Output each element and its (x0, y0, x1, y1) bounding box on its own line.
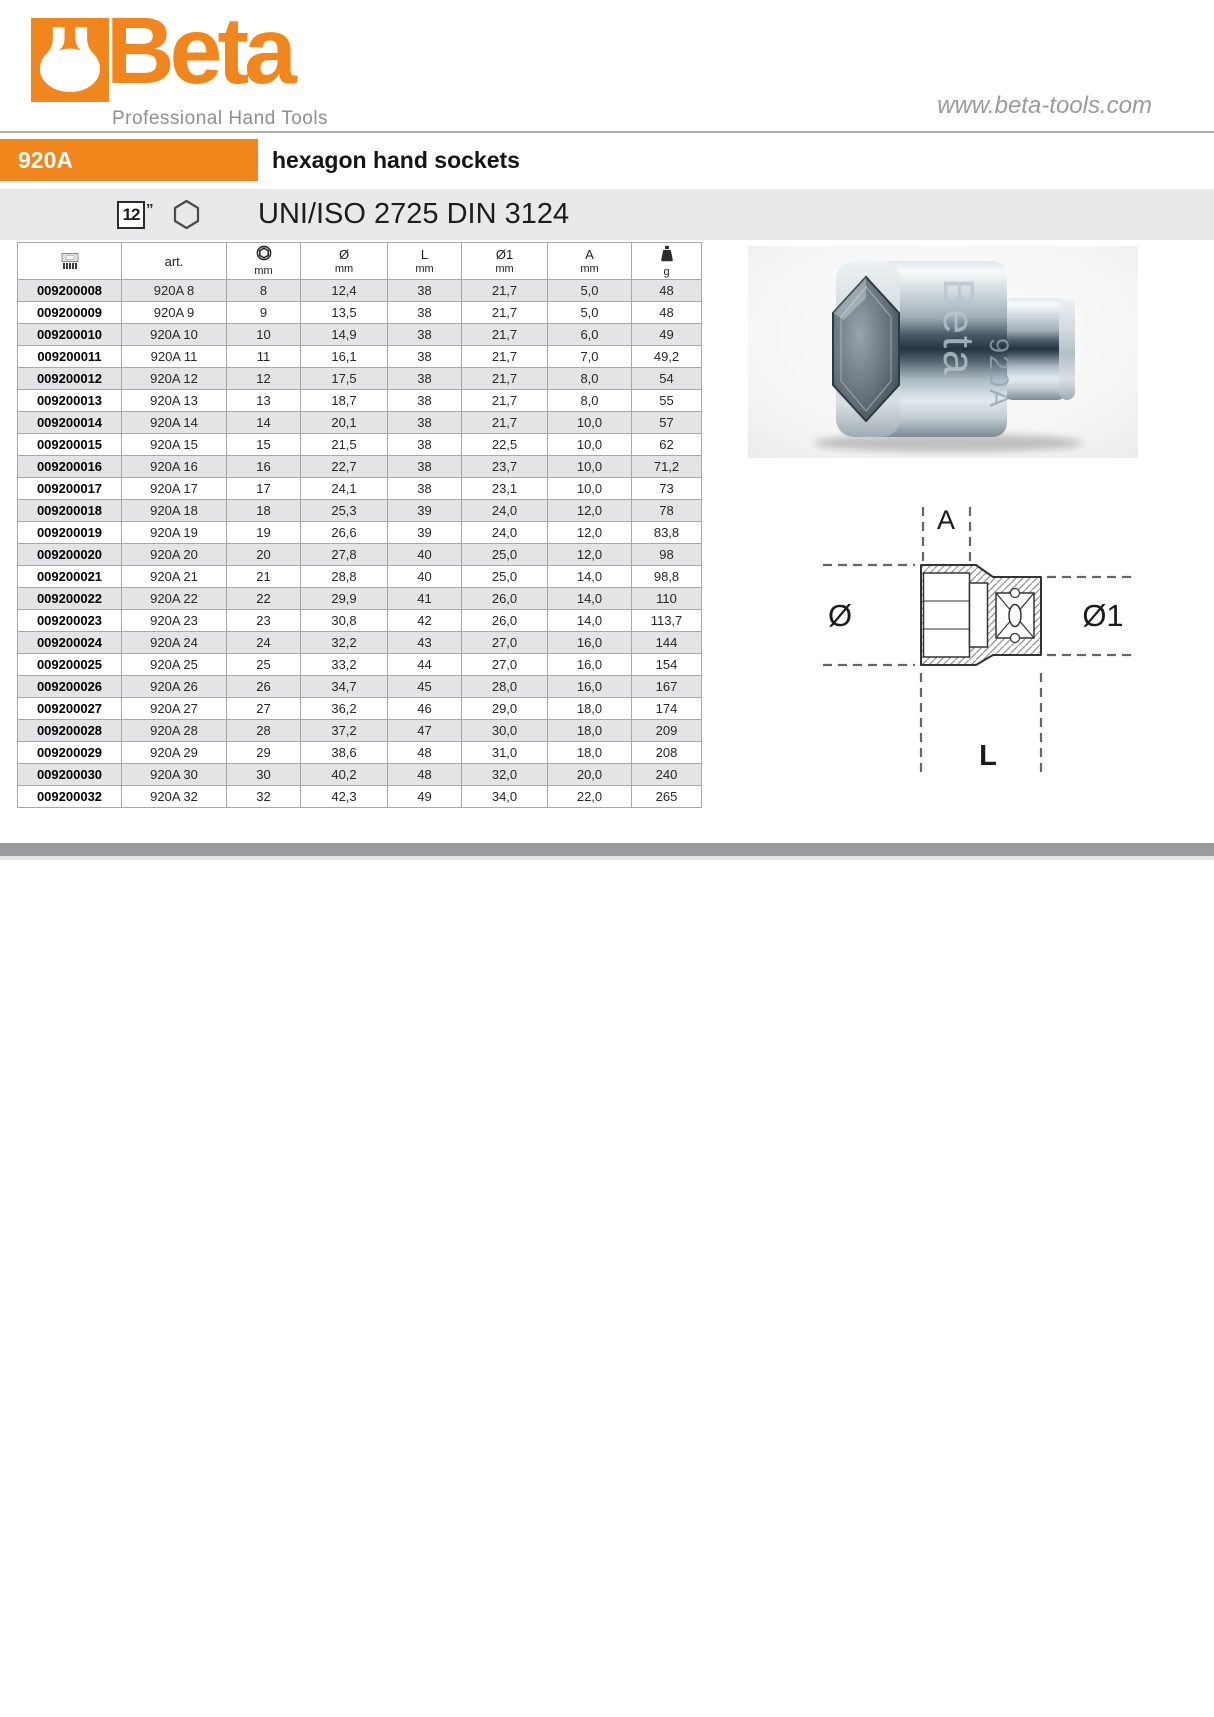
table-row (18, 434, 702, 456)
table-cell: 20 (227, 544, 301, 566)
table-cell: 11 (227, 346, 301, 368)
table-cell: 27,0 (462, 632, 548, 654)
table-cell: 009200016 (18, 456, 122, 478)
drive-size-label: 12 (117, 201, 145, 229)
table-row (18, 588, 702, 610)
table-cell: 28 (227, 720, 301, 742)
table-cell: 12,0 (548, 544, 632, 566)
table-cell: 98,8 (632, 566, 702, 588)
table-cell: 009200028 (18, 720, 122, 742)
table-cell: 38 (388, 390, 462, 412)
table-cell: 30,8 (301, 610, 388, 632)
table-cell: 21,7 (462, 280, 548, 302)
table-cell: 18,7 (301, 390, 388, 412)
table-cell: 12,0 (548, 522, 632, 544)
table-cell: 920A 29 (122, 742, 227, 764)
table-cell: 14,0 (548, 566, 632, 588)
table-cell: 31,0 (462, 742, 548, 764)
table-cell: 38 (388, 280, 462, 302)
table-cell: 24 (227, 632, 301, 654)
table-cell: 30,0 (462, 720, 548, 742)
table-cell: 40,2 (301, 764, 388, 786)
table-cell: 8,0 (548, 390, 632, 412)
brand-wordmark: Beta (106, 0, 292, 104)
table-cell: 45 (388, 676, 462, 698)
table-cell: 009200032 (18, 786, 122, 808)
model-code: 920A (18, 147, 73, 173)
table-cell: 49 (388, 786, 462, 808)
table-cell: 71,2 (632, 456, 702, 478)
table-row (18, 478, 702, 500)
table-cell: 12 (227, 368, 301, 390)
table-row (18, 698, 702, 720)
table-cell: 39 (388, 500, 462, 522)
table-cell: 009200026 (18, 676, 122, 698)
table-row (18, 324, 702, 346)
table-cell: 13,5 (301, 302, 388, 324)
table-cell: 57 (632, 412, 702, 434)
col-header-length: L mm (388, 243, 462, 280)
table-cell: 920A 10 (122, 324, 227, 346)
table-cell: 920A 32 (122, 786, 227, 808)
table-cell: 34,0 (462, 786, 548, 808)
table-cell: 48 (388, 742, 462, 764)
table-cell: 009200022 (18, 588, 122, 610)
product-photo (748, 246, 1138, 458)
table-cell: 21 (227, 566, 301, 588)
table-header-row (18, 243, 702, 280)
table-row (18, 390, 702, 412)
table-cell: 38,6 (301, 742, 388, 764)
table-cell: 38 (388, 412, 462, 434)
table-cell: 38 (388, 478, 462, 500)
spec-table (17, 242, 702, 808)
table-cell: 18,0 (548, 742, 632, 764)
table-cell: 920A 26 (122, 676, 227, 698)
table-cell: 009200020 (18, 544, 122, 566)
table-cell: 38 (388, 434, 462, 456)
table-row (18, 676, 702, 698)
col-header-art: art. (122, 243, 227, 280)
table-cell: 25 (227, 654, 301, 676)
table-cell: 12,4 (301, 280, 388, 302)
table-cell: 73 (632, 478, 702, 500)
table-cell: 25,0 (462, 544, 548, 566)
table-row (18, 654, 702, 676)
table-cell: 30 (227, 764, 301, 786)
table-cell: 16 (227, 456, 301, 478)
table-cell: 14 (227, 412, 301, 434)
table-cell: 009200011 (18, 346, 122, 368)
recess-transition (970, 583, 988, 647)
table-row (18, 456, 702, 478)
table-cell: 10 (227, 324, 301, 346)
table-body (18, 280, 702, 808)
table-cell: 17 (227, 478, 301, 500)
table-row (18, 544, 702, 566)
table-cell: 920A 23 (122, 610, 227, 632)
table-cell: 920A 27 (122, 698, 227, 720)
table-cell: 29 (227, 742, 301, 764)
table-cell: 920A 18 (122, 500, 227, 522)
table-cell: 32 (227, 786, 301, 808)
table-cell: 49 (632, 324, 702, 346)
table-cell: 36,2 (301, 698, 388, 720)
table-cell: 27 (227, 698, 301, 720)
brand-tagline: Professional Hand Tools (112, 108, 329, 129)
table-cell: 49,2 (632, 346, 702, 368)
table-cell: 009200019 (18, 522, 122, 544)
table-cell: 10,0 (548, 412, 632, 434)
table-cell: 14,9 (301, 324, 388, 346)
col-header-a: A mm (548, 243, 632, 280)
table-cell: 920A 14 (122, 412, 227, 434)
col-header-outer-diameter: Ø mm (301, 243, 388, 280)
table-cell: 55 (632, 390, 702, 412)
dim-label-diameter1: Ø1 (1082, 598, 1124, 633)
table-cell: 21,7 (462, 390, 548, 412)
table-cell: 920A 30 (122, 764, 227, 786)
table-cell: 14,0 (548, 588, 632, 610)
table-cell: 62 (632, 434, 702, 456)
table-cell: 6,0 (548, 324, 632, 346)
table-cell: 16,1 (301, 346, 388, 368)
table-cell: 009200025 (18, 654, 122, 676)
table-cell: 38 (388, 302, 462, 324)
table-cell: 37,2 (301, 720, 388, 742)
table-cell: 24,1 (301, 478, 388, 500)
table-cell: 42,3 (301, 786, 388, 808)
table-cell: 18 (227, 500, 301, 522)
footer-bar (0, 843, 1214, 860)
table-cell: 209 (632, 720, 702, 742)
table-cell: 5,0 (548, 302, 632, 324)
table-cell: 43 (388, 632, 462, 654)
table-cell: 19 (227, 522, 301, 544)
table-row (18, 610, 702, 632)
table-cell: 009200012 (18, 368, 122, 390)
table-cell: 009200017 (18, 478, 122, 500)
table-row (18, 522, 702, 544)
table-cell: 009200014 (18, 412, 122, 434)
table-cell: 22,5 (462, 434, 548, 456)
table-row (18, 632, 702, 654)
table-cell: 009200027 (18, 698, 122, 720)
col-header-diameter1: Ø1 mm (462, 243, 548, 280)
table-cell: 48 (632, 302, 702, 324)
table-cell: 22 (227, 588, 301, 610)
table-cell: 40 (388, 544, 462, 566)
table-row (18, 280, 702, 302)
table-row (18, 720, 702, 742)
table-cell: 48 (388, 764, 462, 786)
table-cell: 16,0 (548, 676, 632, 698)
table-cell: 42 (388, 610, 462, 632)
table-cell: 28,8 (301, 566, 388, 588)
table-cell: 26 (227, 676, 301, 698)
table-cell: 29,9 (301, 588, 388, 610)
table-cell: 009200018 (18, 500, 122, 522)
table-cell: 5,0 (548, 280, 632, 302)
wrench-icon (31, 18, 109, 102)
table-cell: 47 (388, 720, 462, 742)
table-cell: 009200024 (18, 632, 122, 654)
table-row (18, 764, 702, 786)
table-cell: 15 (227, 434, 301, 456)
table-cell: 21,5 (301, 434, 388, 456)
table-cell: 110 (632, 588, 702, 610)
table-cell: 18,0 (548, 720, 632, 742)
table-cell: 32,0 (462, 764, 548, 786)
table-cell: 78 (632, 500, 702, 522)
table-cell: 12,0 (548, 500, 632, 522)
header-divider (0, 131, 1214, 133)
table-row (18, 368, 702, 390)
table-cell: 20,1 (301, 412, 388, 434)
table-cell: 920A 11 (122, 346, 227, 368)
table-cell: 38 (388, 368, 462, 390)
table-cell: 23,7 (462, 456, 548, 478)
table-cell: 208 (632, 742, 702, 764)
table-cell: 16,0 (548, 632, 632, 654)
table-cell: 8 (227, 280, 301, 302)
table-cell: 22,0 (548, 786, 632, 808)
table-cell: 34,7 (301, 676, 388, 698)
table-cell: 20,0 (548, 764, 632, 786)
model-band (0, 139, 258, 181)
standard-band (0, 189, 1214, 240)
barcode-icon (59, 252, 81, 270)
table-cell: 920A 17 (122, 478, 227, 500)
dim-label-length: L (979, 740, 997, 772)
table-cell: 28,0 (462, 676, 548, 698)
table-row (18, 412, 702, 434)
website-url: www.beta-tools.com (937, 92, 1152, 119)
beta-logo-mark (31, 18, 109, 102)
table-cell: 10,0 (548, 478, 632, 500)
table-cell: 40 (388, 566, 462, 588)
table-row (18, 500, 702, 522)
table-cell: 27,8 (301, 544, 388, 566)
table-cell: 009200010 (18, 324, 122, 346)
hexagon-icon (173, 199, 200, 235)
table-row (18, 566, 702, 588)
table-cell: 41 (388, 588, 462, 610)
product-title: hexagon hand sockets (272, 147, 520, 173)
table-cell: 39 (388, 522, 462, 544)
table-cell: 38 (388, 346, 462, 368)
table-cell: 920A 9 (122, 302, 227, 324)
table-cell: 920A 21 (122, 566, 227, 588)
table-cell: 21,7 (462, 346, 548, 368)
table-cell: 29,0 (462, 698, 548, 720)
table-cell: 17,5 (301, 368, 388, 390)
table-cell: 46 (388, 698, 462, 720)
table-cell: 21,7 (462, 412, 548, 434)
engraving-model: 920A (984, 338, 1014, 410)
engraving-brand: Beta (934, 278, 983, 377)
table-cell: 21,7 (462, 368, 548, 390)
weight-icon (660, 245, 674, 262)
table-cell: 10,0 (548, 456, 632, 478)
table-cell: 920A 15 (122, 434, 227, 456)
table-cell: 25,0 (462, 566, 548, 588)
half-inch-drive-icon (117, 201, 154, 229)
table-cell: 154 (632, 654, 702, 676)
socket-hex-icon (256, 245, 272, 261)
table-cell: 13 (227, 390, 301, 412)
table-cell: 009200015 (18, 434, 122, 456)
table-cell: 009200013 (18, 390, 122, 412)
table-cell: 54 (632, 368, 702, 390)
table-cell: 144 (632, 632, 702, 654)
dim-label-a: A (936, 505, 956, 535)
table-cell: 920A 28 (122, 720, 227, 742)
table-cell: 920A 20 (122, 544, 227, 566)
table-cell: 44 (388, 654, 462, 676)
table-cell: 25,3 (301, 500, 388, 522)
table-cell: 48 (632, 280, 702, 302)
table-cell: 24,0 (462, 522, 548, 544)
dimension-diagram (745, 485, 1155, 785)
table-cell: 009200030 (18, 764, 122, 786)
table-cell: 7,0 (548, 346, 632, 368)
table-cell: 18,0 (548, 698, 632, 720)
table-cell: 38 (388, 456, 462, 478)
table-cell: 113,7 (632, 610, 702, 632)
table-cell: 920A 8 (122, 280, 227, 302)
table-cell: 009200008 (18, 280, 122, 302)
table-row (18, 786, 702, 808)
table-cell: 10,0 (548, 434, 632, 456)
table-cell: 009200021 (18, 566, 122, 588)
table-cell: 009200009 (18, 302, 122, 324)
table-cell: 83,8 (632, 522, 702, 544)
table-cell: 21,7 (462, 324, 548, 346)
table-cell: 920A 13 (122, 390, 227, 412)
table-cell: 21,7 (462, 302, 548, 324)
table-cell: 174 (632, 698, 702, 720)
table-cell: 26,0 (462, 610, 548, 632)
table-cell: 920A 22 (122, 588, 227, 610)
table-cell: 920A 24 (122, 632, 227, 654)
table-cell: 240 (632, 764, 702, 786)
table-row (18, 742, 702, 764)
table-cell: 920A 19 (122, 522, 227, 544)
table-cell: 26,0 (462, 588, 548, 610)
table-cell: 24,0 (462, 500, 548, 522)
table-cell: 265 (632, 786, 702, 808)
square-drive-cavity (996, 589, 1034, 643)
standard-text: UNI/ISO 2725 DIN 3124 (258, 198, 570, 230)
dim-label-diameter: Ø (827, 598, 853, 633)
table-cell: 32,2 (301, 632, 388, 654)
table-cell: 920A 16 (122, 456, 227, 478)
table-cell: 9 (227, 302, 301, 324)
table-cell: 920A 25 (122, 654, 227, 676)
table-cell: 16,0 (548, 654, 632, 676)
table-cell: 167 (632, 676, 702, 698)
table-row (18, 302, 702, 324)
table-cell: 27,0 (462, 654, 548, 676)
hex-recess (924, 573, 970, 657)
table-cell: 009200023 (18, 610, 122, 632)
table-cell: 23 (227, 610, 301, 632)
col-header-weight: g (632, 243, 702, 280)
table-cell: 8,0 (548, 368, 632, 390)
table-cell: 38 (388, 324, 462, 346)
col-header-code (18, 243, 122, 280)
table-cell: 009200029 (18, 742, 122, 764)
col-header-size: mm (227, 243, 301, 280)
inch-mark: ” (146, 201, 154, 218)
table-cell: 98 (632, 544, 702, 566)
table-cell: 22,7 (301, 456, 388, 478)
table-row (18, 346, 702, 368)
table-cell: 920A 12 (122, 368, 227, 390)
table-cell: 14,0 (548, 610, 632, 632)
table-cell: 23,1 (462, 478, 548, 500)
table-cell: 33,2 (301, 654, 388, 676)
table-cell: 26,6 (301, 522, 388, 544)
